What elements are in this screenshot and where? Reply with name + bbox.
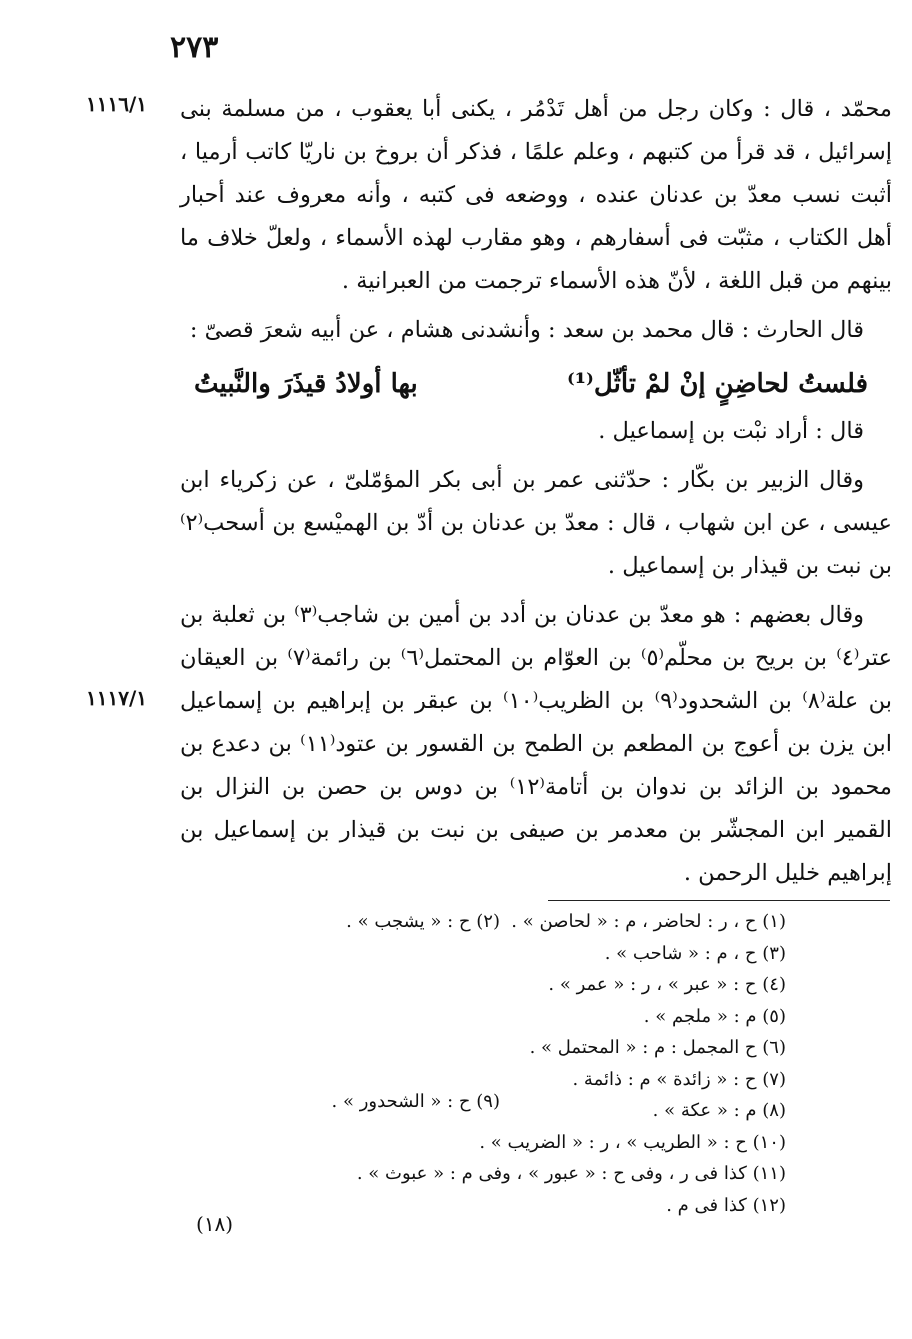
footnote: (٤) ح : « عبر » ، ر : « عمر » . — [548, 974, 786, 995]
footnote: (١٢) كذا فى م . — [666, 1194, 786, 1216]
footnote: (١١) كذا فى ر ، وفى ح : « عبور » ، وفى م : « عبوث » . — [356, 1163, 786, 1184]
margin-reference: ١١١٧/١ — [86, 686, 148, 710]
footnote: (١) ح ، ر : لحاضر ، م : « لحاصن » . — [511, 911, 786, 932]
footnote: (٢) ح : « يشجب » . — [346, 911, 500, 932]
footnote: (١٠) ح : « الطريب » ، ر : « الضريب » . — [479, 1131, 786, 1153]
footnote: (٦) ح المجمل : م : « المحتمل » . — [529, 1037, 786, 1058]
footnote: (٣) ح ، م : « شاحب » . — [604, 942, 786, 964]
paragraph: محمّد ، قال : وكان رجل من أهل تَدْمُر ، يكنى أبا يعقوب ، من مسلمة بنى إسرائيل ، قد قرأ من كتبهم ، وعلم علمًا ، فذكر أن بروخ بن ناريّا كاتب أرميا ، أثبت نسب معدّ بن عدنان عنده ، ووضعه فى كتبه ، وأنه معروف عند أحبار أهل الكتاب ، مثبّت فى أسفارهم ، وهو مقارب لهذه الأسماء ، ولعلّ خلاف ما بينهم من قبل اللغة ، لأنّ هذه الأسماء ترجمت من العبرانية . — [180, 96, 892, 294]
footnote: (٨) م : « عكة » . — [652, 1100, 786, 1121]
footnotes-column-left — [200, 1086, 500, 1118]
footnote: (٥) م : « ملجم » . — [643, 1005, 786, 1027]
sheet-number: (١٨) — [196, 1212, 234, 1236]
verse-second-hemistich: بها أولادُ قيذَرَ والنَّبيتُ — [194, 369, 418, 399]
footnote-divider — [548, 900, 890, 901]
footnotes-column-left — [200, 906, 500, 938]
poetry-verse — [180, 358, 892, 410]
verse-first-hemistich: فلستُ لحاضِنٍ إنْ لمْ تأثّل⁽¹⁾ — [567, 369, 868, 399]
page-number: ٢٧٣ — [170, 30, 219, 65]
paragraph: وقال بعضهم : هو معدّ بن عدنان بن أدد بن أمين بن شاجب⁽٣⁾ بن ثعلبة بن عتر⁽٤⁾ بن بريح بن محلّم⁽٥⁾ بن العوّام بن المحتمل⁽٦⁾ بن رائمة⁽٧⁾ بن العيقان بن علة⁽٨⁾ بن الشحدود⁽٩⁾ بن الظريب⁽١٠⁾ بن عبقر بن إبراهيم بن إسماعيل ابن يزن بن أعوج بن المطعم بن الطمح بن القسور بن عتود⁽١١⁾ بن دعدع بن محمود بن الزائد بن ندوان بن أتامة⁽١٢⁾ بن دوس بن حصن بن النزال بن القمير ابن المجشّر بن معدمر بن صيفى بن نبت بن قيذار بن إسماعيل بن إبراهيم خليل الرحمن . — [180, 602, 893, 886]
footnote: (٩) ح : « الشحدور » . — [331, 1091, 500, 1112]
paragraph: وقال الزبير بن بكّار : حدّثنى عمر بن أبى بكر المؤمّلىّ ، عن زكرياء ابن عيسى ، عن ابن شهاب ، قال : معدّ بن عدنان بن أدّ بن الهميْسع بن أسحب⁽٢⁾ بن نبت بن قيذار بن إسماعيل . — [180, 467, 892, 579]
main-text — [180, 88, 892, 901]
paragraph: قال : أراد نبْت بن إسماعيل . — [598, 418, 864, 444]
margin-reference: ١١١٦/١ — [86, 92, 148, 116]
footnote: (٧) ح : « زائدة » م : ذائمة . — [572, 1068, 786, 1090]
paragraph: قال الحارث : قال محمد بن سعد : وأنشدنى هشام ، عن أبيه شعرَ قصىّ : — [189, 317, 864, 343]
